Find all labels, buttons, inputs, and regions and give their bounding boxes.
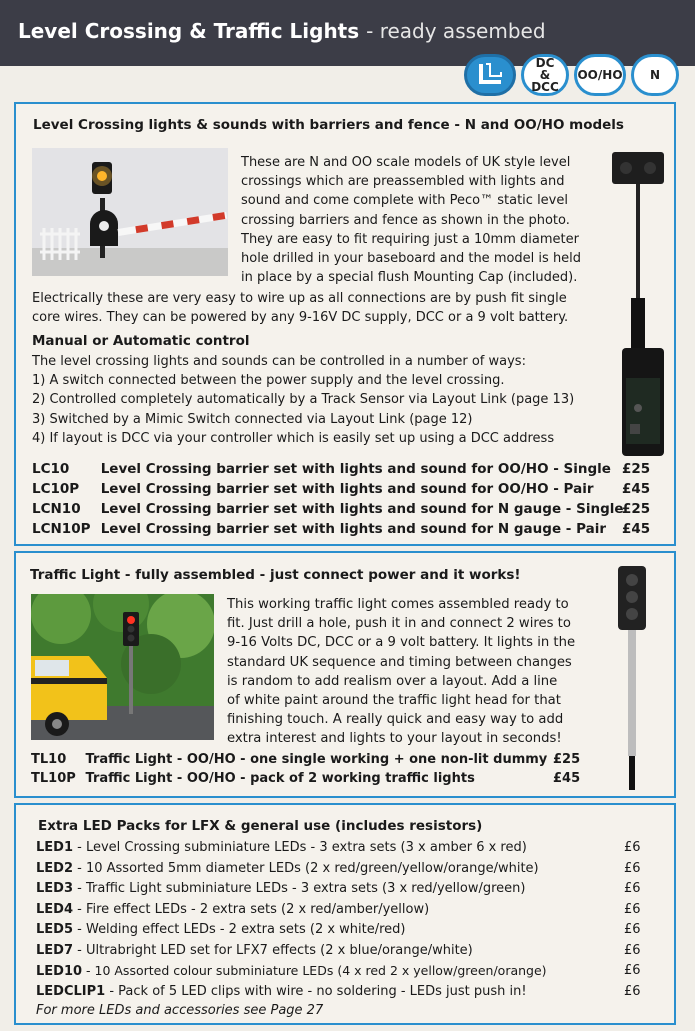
led-packs-title: Extra LED Packs for LFX & general use (includes resistors) — [38, 818, 483, 834]
traffic-light-title: Traffic Light - fully assembled - just connect power and it works! — [30, 567, 521, 583]
list-item: LED5 - Welding effect LEDs - 2 extra sets (2 x white/red) £6 — [36, 922, 641, 937]
level-crossing-title: Level Crossing lights & sounds with barriers and fence - N and OO/HO models — [33, 117, 624, 133]
product-row: LC10P Level Crossing barrier set with lights and sound for OO/HO - Pair £45 — [32, 481, 651, 497]
list-item: LEDCLIP1 - Pack of 5 LED clips with wire - no soldering - LEDs just push in! £6 — [36, 983, 641, 999]
list-item: LED10 - 10 Assorted colour subminiature LEDs (4 x red 2 x yellow/green/orange) £6 — [36, 963, 641, 979]
product-row: LC10 Level Crossing barrier set with lights and sound for OO/HO - Single £25 — [32, 461, 651, 477]
crossing-module-photo — [606, 148, 670, 464]
lfx-logo-icon — [475, 62, 505, 88]
level-crossing-photo — [32, 148, 228, 276]
product-row: LCN10P Level Crossing barrier set with lights and sound for N gauge - Pair £45 — [32, 521, 651, 537]
control-paragraph: The level crossing lights and sounds can be controlled in a number of ways: 1) A switch connected between the power supply and the level crossing. 2) Controlled completely automatically by a Track Sensor via Layout Link (page 13) 3) Switched by a Mimic Switch connected via Layout Link (page 12) 4) If layout is DCC via your controller which is easily set up using a DCC address — [32, 354, 575, 446]
level-crossing-intro: These are N and OO scale models of UK style level crossings which are preassembled with lights and sound and come complete with Peco™ static level crossing barriers and fence as shown in the photo. They are easy to fit requiring just a 10mm diameter hole drilled in your baseboard and the model is held in place by a special flush Mounting Cap (included). — [241, 155, 582, 286]
control-heading: Manual or Automatic control — [32, 333, 250, 349]
n-gauge-badge: N — [631, 54, 679, 96]
wiring-paragraph: Electrically these are very easy to wire up as all connections are by push fit single core wires. They can be powered by any 9-16V DC supply, DCC or a 9 volt battery. — [32, 291, 569, 326]
list-item: LED3 - Traffic Light subminiature LEDs - 3 extra sets (3 x red/yellow/green) £6 — [36, 881, 641, 896]
list-item: LED2 - 10 Assorted 5mm diameter LEDs (2 x red/green/yellow/orange/white) £6 — [36, 860, 641, 876]
oo-ho-badge: OO/HO — [574, 54, 626, 96]
list-item: LED7 - Ultrabright LED set for LFX7 effects (2 x blue/orange/white) £6 — [36, 942, 641, 958]
lfx-logo-badge — [464, 54, 516, 96]
traffic-light-module-photo — [612, 562, 652, 792]
page-subtitle: - ready assembed — [366, 19, 546, 43]
product-row: TL10 Traffic Light - OO/HO - one single working + one non-lit dummy £25 — [31, 752, 581, 767]
product-row: LCN10 Level Crossing barrier set with lights and sound for N gauge - Single £25 — [32, 501, 651, 517]
list-item: LED4 - Fire effect LEDs - 2 extra sets (2 x red/amber/yellow) £6 — [36, 901, 641, 917]
list-item: LED1 - Level Crossing subminiature LEDs - 3 extra sets (3 x amber 6 x red) £6 — [36, 840, 641, 855]
traffic-light-photo — [31, 594, 214, 740]
led-footer-note: For more LEDs and accessories see Page 27 — [36, 1003, 324, 1018]
led-pack-list — [36, 840, 656, 1004]
traffic-light-description: This working traffic light comes assembled ready to fit. Just drill a hole, push it in and connect 2 wires to 9-16 Volts DC, DCC or a 9 volt battery. It lights in the standard UK sequence and timing between changes is random to add realism over a layout. Add a line of white paint around the traffic light head for that finishing touch. A really quick and easy way to add extra interest and lights to your layout in seconds! — [227, 597, 576, 747]
page-title: Level Crossing & Traffic Lights - ready assembed — [18, 19, 546, 43]
dc-dcc-badge: DC & DCC — [521, 54, 569, 96]
product-row: TL10P Traffic Light - OO/HO - pack of 2 working traffic lights £45 — [31, 771, 581, 786]
